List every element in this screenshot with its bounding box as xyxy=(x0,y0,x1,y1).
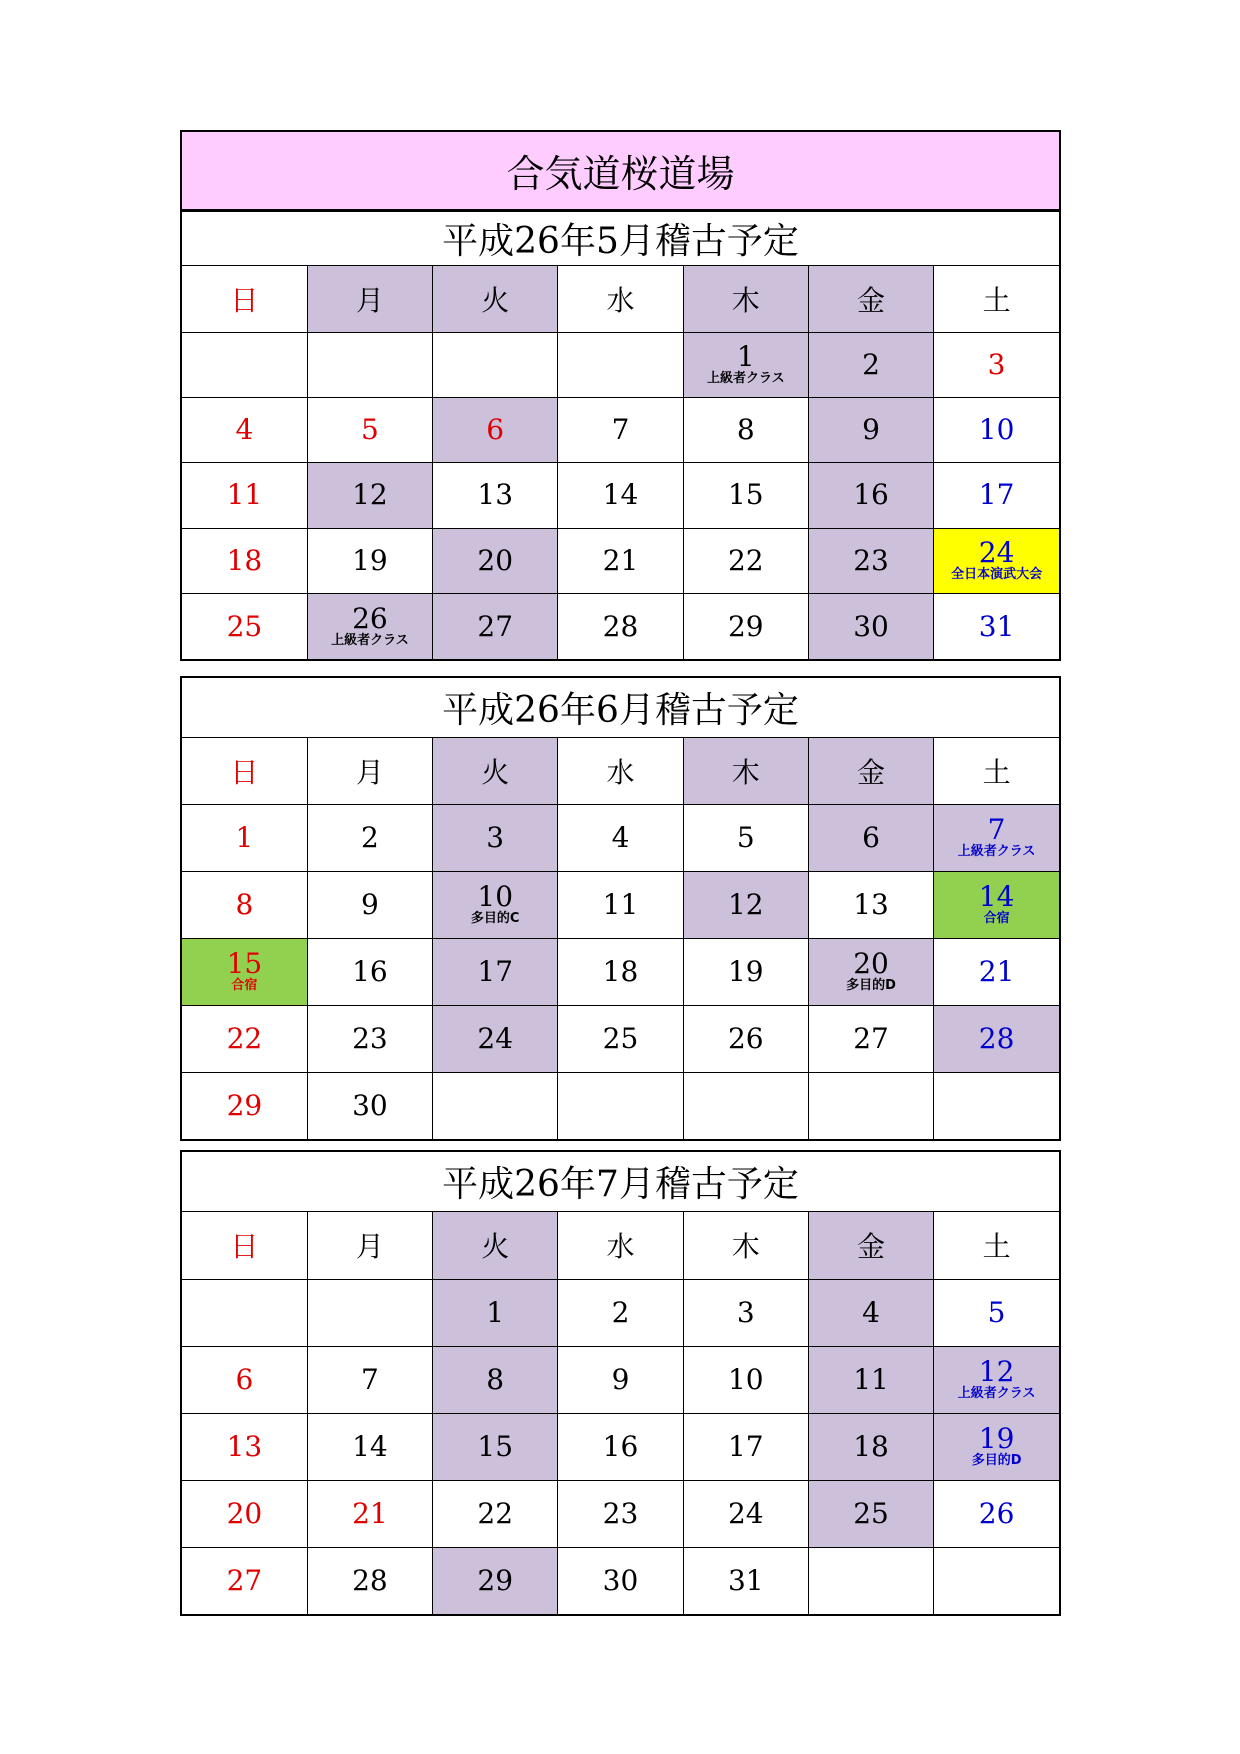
empty-cell xyxy=(558,1072,683,1139)
day-cell xyxy=(683,1346,808,1413)
day-number: 25 xyxy=(853,1496,889,1530)
day-number: 15 xyxy=(226,946,263,980)
day-number: 6 xyxy=(486,413,505,447)
weekday-header: 土 xyxy=(934,1212,1059,1279)
day-number: 3 xyxy=(987,347,1006,381)
day-number: 14 xyxy=(602,478,639,512)
day-number: 9 xyxy=(611,1362,630,1396)
day-cell xyxy=(433,804,558,871)
day-cell xyxy=(433,463,558,528)
day-cell xyxy=(558,1480,683,1547)
day-cell xyxy=(433,871,558,938)
day-number: 8 xyxy=(736,413,755,447)
day-number: 17 xyxy=(477,954,514,988)
day-number: 23 xyxy=(602,1496,639,1530)
day-number: 24 xyxy=(978,536,1015,570)
day-cell xyxy=(683,1413,808,1480)
day-cell xyxy=(307,804,432,871)
weekday-header: 土 xyxy=(934,738,1059,804)
day-cell xyxy=(433,1005,558,1072)
empty-cell xyxy=(182,332,307,397)
event-note: 合宿 xyxy=(983,910,1010,926)
day-cell xyxy=(433,594,558,659)
weekday-header: 火 xyxy=(433,266,558,332)
day-number: 7 xyxy=(987,812,1006,846)
day-cell xyxy=(558,804,683,871)
day-cell xyxy=(558,463,683,528)
day-cell xyxy=(307,463,432,528)
weekday-header: 日 xyxy=(182,266,307,332)
day-cell xyxy=(934,1480,1059,1547)
day-cell xyxy=(307,1346,432,1413)
day-cell xyxy=(558,1547,683,1614)
day-cell xyxy=(683,594,808,659)
day-number: 19 xyxy=(978,1421,1015,1455)
day-cell xyxy=(433,397,558,462)
day-number: 26 xyxy=(352,601,388,635)
day-number: 11 xyxy=(602,887,639,921)
day-cell xyxy=(934,528,1059,593)
week-row xyxy=(182,594,1059,659)
day-number: 29 xyxy=(226,1088,263,1122)
day-number: 30 xyxy=(352,1088,388,1122)
day-number: 26 xyxy=(727,1021,764,1055)
day-cell xyxy=(808,528,933,593)
dojo-name: 合気道桜道場 xyxy=(506,152,735,196)
empty-cell xyxy=(558,332,683,397)
empty-cell xyxy=(433,1072,558,1139)
weekday-header: 火 xyxy=(433,738,558,804)
day-cell xyxy=(307,397,432,462)
day-cell xyxy=(683,1480,808,1547)
week-row xyxy=(182,938,1059,1005)
weekday-header: 土 xyxy=(934,266,1059,332)
day-cell xyxy=(934,938,1059,1005)
week-row xyxy=(182,804,1059,871)
weekday-header-row xyxy=(182,266,1059,332)
day-cell xyxy=(683,1547,808,1614)
day-number: 20 xyxy=(226,1496,263,1530)
day-cell xyxy=(433,1480,558,1547)
weekday-header: 水 xyxy=(558,266,683,332)
day-cell xyxy=(558,397,683,462)
day-number: 29 xyxy=(477,1563,514,1597)
day-cell xyxy=(182,463,307,528)
day-number: 29 xyxy=(727,609,764,643)
day-number: 1 xyxy=(736,340,755,374)
dojo-name-banner xyxy=(180,130,1061,210)
event-note: 上級者クラス xyxy=(957,843,1036,859)
event-note: 多目的D xyxy=(971,1452,1022,1468)
day-number: 20 xyxy=(853,946,889,980)
day-cell xyxy=(808,1346,933,1413)
day-number: 13 xyxy=(226,1429,263,1463)
week-row xyxy=(182,332,1059,397)
day-number: 8 xyxy=(235,887,254,921)
day-number: 6 xyxy=(862,820,880,854)
day-cell xyxy=(808,463,933,528)
day-number: 11 xyxy=(853,1362,889,1396)
day-cell xyxy=(182,1072,307,1139)
day-cell xyxy=(307,1413,432,1480)
week-row xyxy=(182,1279,1059,1346)
day-cell xyxy=(808,871,933,938)
day-number: 22 xyxy=(226,1021,263,1055)
weekday-header: 水 xyxy=(558,1212,683,1279)
empty-cell xyxy=(433,332,558,397)
empty-cell xyxy=(307,332,432,397)
day-cell xyxy=(182,528,307,593)
event-note: 全日本演武大会 xyxy=(951,567,1043,583)
day-number: 12 xyxy=(352,478,388,512)
day-number: 7 xyxy=(611,413,630,447)
empty-cell xyxy=(808,1547,933,1614)
empty-cell xyxy=(307,1279,432,1346)
day-number: 30 xyxy=(853,609,889,643)
day-number: 4 xyxy=(235,413,254,447)
day-cell xyxy=(934,1005,1059,1072)
day-number: 6 xyxy=(235,1362,254,1396)
day-cell xyxy=(934,332,1059,397)
day-cell xyxy=(307,1005,432,1072)
weekday-header: 木 xyxy=(683,1212,808,1279)
calendar-table xyxy=(182,266,1059,659)
day-number: 2 xyxy=(862,347,880,381)
weekday-header: 金 xyxy=(808,266,933,332)
day-cell xyxy=(808,332,933,397)
day-cell xyxy=(683,804,808,871)
day-cell xyxy=(182,397,307,462)
day-number: 2 xyxy=(361,820,379,854)
day-number: 16 xyxy=(602,1429,639,1463)
day-cell xyxy=(683,1279,808,1346)
day-number: 21 xyxy=(352,1496,388,1530)
day-cell xyxy=(808,594,933,659)
day-number: 17 xyxy=(978,478,1015,512)
weekday-header: 木 xyxy=(683,266,808,332)
day-number: 16 xyxy=(853,478,889,512)
day-number: 27 xyxy=(226,1563,263,1597)
day-number: 18 xyxy=(226,543,263,577)
weekday-header: 日 xyxy=(182,1212,307,1279)
weekday-header: 金 xyxy=(808,738,933,804)
event-note: 上級者クラス xyxy=(957,1385,1036,1401)
weekday-header: 月 xyxy=(307,1212,432,1279)
week-row xyxy=(182,1072,1059,1139)
day-number: 18 xyxy=(853,1429,889,1463)
day-number: 30 xyxy=(602,1563,639,1597)
week-row xyxy=(182,1547,1059,1614)
weekday-header: 水 xyxy=(558,738,683,804)
day-cell xyxy=(558,871,683,938)
day-number: 12 xyxy=(978,1354,1015,1388)
day-cell xyxy=(934,871,1059,938)
week-row xyxy=(182,1413,1059,1480)
day-cell xyxy=(433,938,558,1005)
day-number: 16 xyxy=(352,954,388,988)
day-cell xyxy=(558,1413,683,1480)
day-number: 10 xyxy=(477,879,514,913)
weekday-header: 金 xyxy=(808,1212,933,1279)
day-cell xyxy=(182,1346,307,1413)
day-number: 18 xyxy=(602,954,639,988)
day-cell xyxy=(433,1413,558,1480)
day-cell xyxy=(433,1279,558,1346)
day-number: 25 xyxy=(226,609,263,643)
day-cell xyxy=(433,1547,558,1614)
day-cell xyxy=(934,1346,1059,1413)
day-number: 4 xyxy=(611,820,630,854)
week-row xyxy=(182,528,1059,593)
weekday-header: 火 xyxy=(433,1212,558,1279)
week-row xyxy=(182,871,1059,938)
day-number: 21 xyxy=(602,543,639,577)
day-number: 7 xyxy=(361,1362,379,1396)
week-row xyxy=(182,1346,1059,1413)
day-number: 21 xyxy=(978,954,1015,988)
day-cell xyxy=(307,594,432,659)
month-calendar-june xyxy=(180,676,1061,1141)
day-number: 22 xyxy=(727,543,764,577)
empty-cell xyxy=(934,1547,1059,1614)
day-number: 5 xyxy=(987,1295,1006,1329)
day-number: 15 xyxy=(727,478,764,512)
day-number: 15 xyxy=(477,1429,514,1463)
day-cell xyxy=(934,804,1059,871)
day-cell xyxy=(307,1547,432,1614)
day-number: 27 xyxy=(477,609,514,643)
day-cell xyxy=(558,1279,683,1346)
day-cell xyxy=(558,1346,683,1413)
empty-cell xyxy=(808,1072,933,1139)
day-cell xyxy=(182,1547,307,1614)
day-cell xyxy=(808,397,933,462)
day-number: 28 xyxy=(352,1563,388,1597)
day-cell xyxy=(683,938,808,1005)
weekday-header-row xyxy=(182,738,1059,804)
day-cell xyxy=(934,397,1059,462)
day-number: 20 xyxy=(477,543,514,577)
calendar-table xyxy=(182,1212,1059,1614)
day-number: 13 xyxy=(853,887,889,921)
day-cell xyxy=(182,871,307,938)
day-number: 9 xyxy=(361,887,379,921)
day-number: 31 xyxy=(727,1563,764,1597)
day-cell xyxy=(182,1413,307,1480)
day-number: 10 xyxy=(978,413,1015,447)
day-number: 27 xyxy=(853,1021,889,1055)
weekday-header: 日 xyxy=(182,738,307,804)
day-number: 25 xyxy=(602,1021,639,1055)
day-cell xyxy=(683,1005,808,1072)
week-row xyxy=(182,397,1059,462)
day-cell xyxy=(683,528,808,593)
day-number: 10 xyxy=(727,1362,764,1396)
week-row xyxy=(182,463,1059,528)
month-title: 平成26年5月稽古予定 xyxy=(182,212,1059,266)
day-cell xyxy=(808,938,933,1005)
day-cell xyxy=(808,1413,933,1480)
day-cell xyxy=(558,528,683,593)
empty-cell xyxy=(934,1072,1059,1139)
day-number: 24 xyxy=(477,1021,514,1055)
day-cell xyxy=(182,804,307,871)
empty-cell xyxy=(683,1072,808,1139)
day-cell xyxy=(683,463,808,528)
weekday-header: 木 xyxy=(683,738,808,804)
day-number: 9 xyxy=(862,413,880,447)
day-cell xyxy=(934,463,1059,528)
event-note: 上級者クラス xyxy=(331,632,409,648)
day-number: 4 xyxy=(862,1295,880,1329)
day-cell xyxy=(307,1480,432,1547)
day-number: 3 xyxy=(486,820,505,854)
week-row xyxy=(182,1480,1059,1547)
day-cell xyxy=(182,594,307,659)
day-number: 19 xyxy=(727,954,764,988)
day-number: 26 xyxy=(978,1496,1015,1530)
day-number: 28 xyxy=(602,609,639,643)
day-number: 11 xyxy=(226,478,263,512)
day-cell xyxy=(558,1005,683,1072)
day-cell xyxy=(683,871,808,938)
day-cell xyxy=(808,804,933,871)
day-number: 1 xyxy=(235,820,254,854)
event-note: 上級者クラス xyxy=(706,371,785,387)
day-number: 14 xyxy=(352,1429,388,1463)
day-cell xyxy=(433,1346,558,1413)
day-number: 8 xyxy=(486,1362,505,1396)
day-number: 14 xyxy=(978,879,1015,913)
day-cell xyxy=(182,1480,307,1547)
weekday-header: 月 xyxy=(307,266,432,332)
day-cell xyxy=(683,332,808,397)
day-cell xyxy=(934,1413,1059,1480)
day-cell xyxy=(558,594,683,659)
event-note: 多目的D xyxy=(846,977,896,993)
day-cell xyxy=(558,938,683,1005)
month-calendar-july xyxy=(180,1150,1061,1616)
day-number: 12 xyxy=(727,887,764,921)
day-cell xyxy=(934,1279,1059,1346)
day-number: 13 xyxy=(477,478,514,512)
event-note: 多目的C xyxy=(470,910,520,926)
day-number: 1 xyxy=(486,1295,505,1329)
day-cell xyxy=(433,528,558,593)
week-row xyxy=(182,1005,1059,1072)
day-cell xyxy=(808,1005,933,1072)
day-number: 31 xyxy=(978,609,1015,643)
day-number: 2 xyxy=(611,1295,630,1329)
weekday-header-row xyxy=(182,1212,1059,1279)
day-number: 5 xyxy=(736,820,755,854)
day-cell xyxy=(182,1005,307,1072)
day-cell xyxy=(307,1072,432,1139)
day-number: 19 xyxy=(352,543,388,577)
day-number: 5 xyxy=(361,413,379,447)
day-cell xyxy=(808,1480,933,1547)
empty-cell xyxy=(182,1279,307,1346)
day-number: 23 xyxy=(352,1021,388,1055)
day-number: 24 xyxy=(727,1496,764,1530)
day-number: 22 xyxy=(477,1496,514,1530)
day-number: 17 xyxy=(727,1429,764,1463)
day-cell xyxy=(307,871,432,938)
month-title: 平成26年7月稽古予定 xyxy=(182,1152,1059,1212)
day-cell xyxy=(182,938,307,1005)
day-cell xyxy=(307,938,432,1005)
day-number: 23 xyxy=(853,543,889,577)
calendar-table xyxy=(182,738,1059,1139)
day-cell xyxy=(934,594,1059,659)
day-number: 3 xyxy=(736,1295,755,1329)
day-number: 28 xyxy=(978,1021,1015,1055)
day-cell xyxy=(307,528,432,593)
day-cell xyxy=(808,1279,933,1346)
month-calendar-may xyxy=(180,210,1061,661)
event-note: 合宿 xyxy=(231,977,258,993)
month-title: 平成26年6月稽古予定 xyxy=(182,678,1059,738)
day-cell xyxy=(683,397,808,462)
weekday-header: 月 xyxy=(307,738,432,804)
